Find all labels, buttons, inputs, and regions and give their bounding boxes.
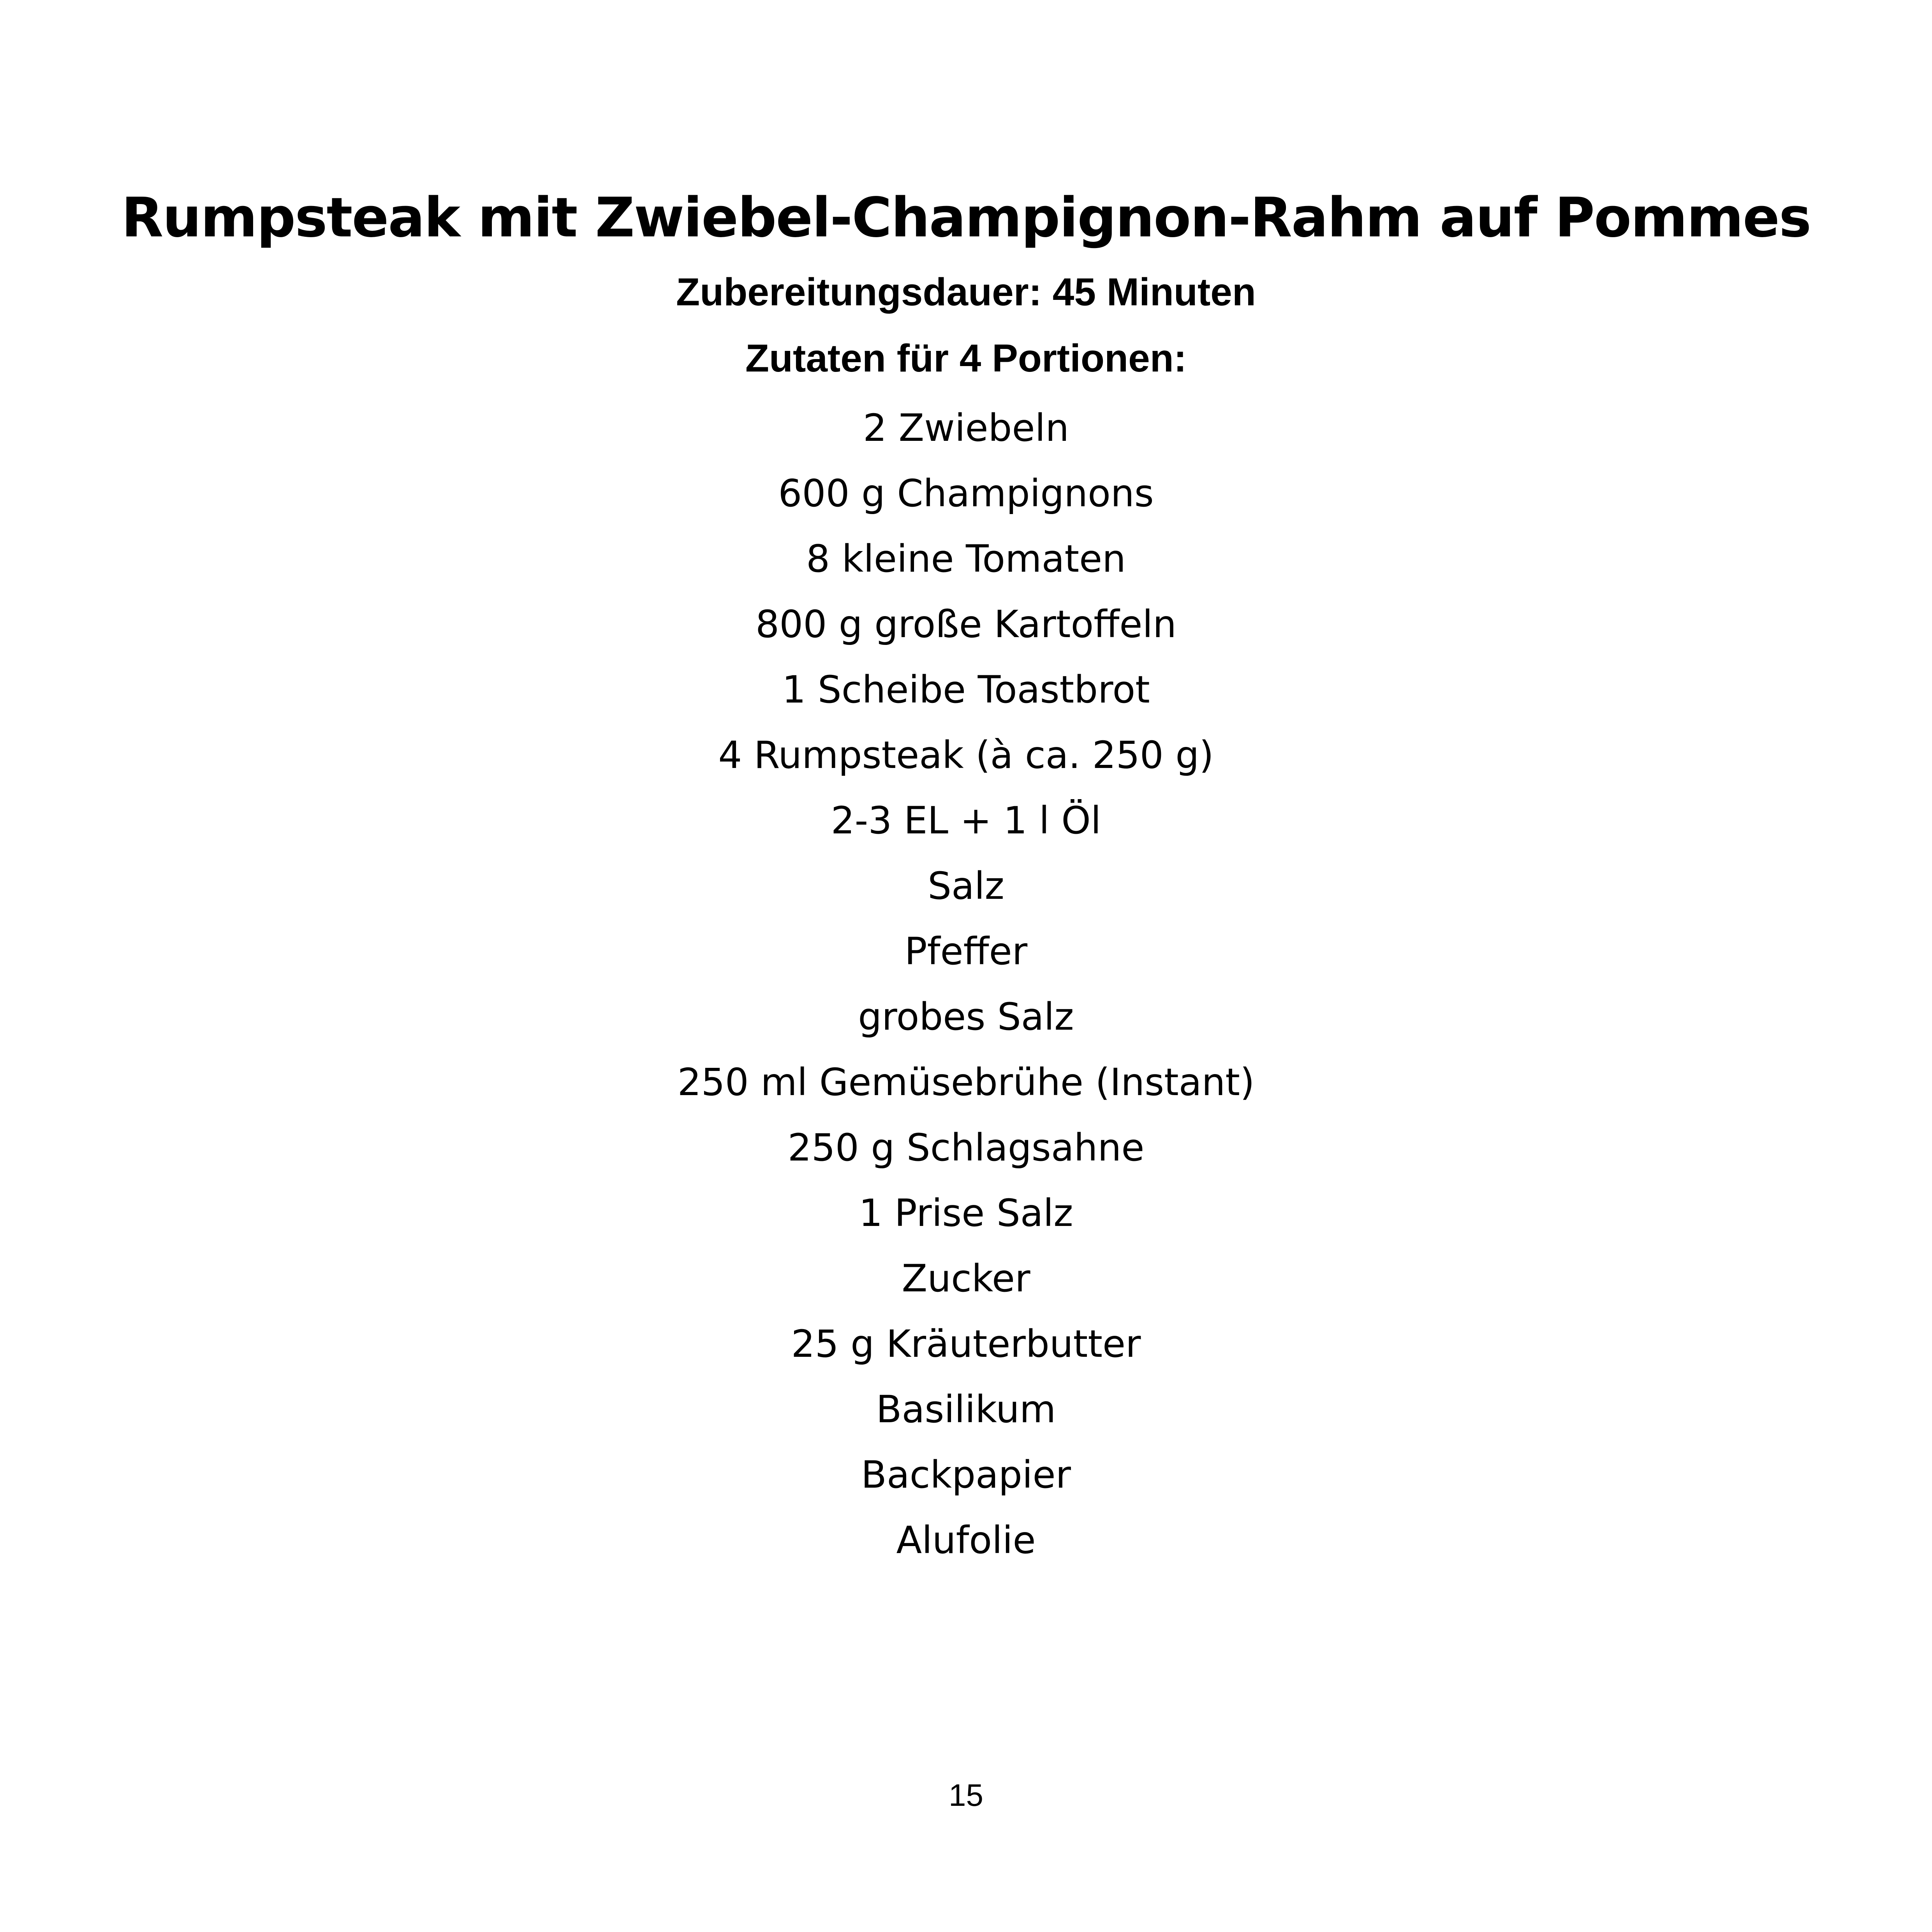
ingredient-item: Pfeffer bbox=[904, 930, 1028, 973]
ingredient-item: Salz bbox=[928, 864, 1004, 908]
ingredient-item: 4 Rumpsteak (à ca. 250 g) bbox=[718, 733, 1214, 777]
ingredient-item: Backpapier bbox=[861, 1453, 1071, 1497]
ingredient-item: 2-3 EL + 1 l Öl bbox=[831, 799, 1101, 842]
preparation-time: Zubereitungsdauer: 45 Minuten bbox=[676, 270, 1256, 314]
ingredient-list bbox=[0, 395, 1932, 1573]
recipe-title: Rumpsteak mit Zwiebel-Champignon-Rahm auf Pommes bbox=[121, 186, 1811, 250]
portions-heading: Zutaten für 4 Portionen: bbox=[745, 336, 1187, 380]
ingredient-item: 2 Zwiebeln bbox=[863, 406, 1069, 450]
ingredient-item: grobes Salz bbox=[858, 995, 1074, 1039]
ingredient-item: 25 g Kräuterbutter bbox=[791, 1322, 1141, 1366]
ingredient-item: Basilikum bbox=[876, 1388, 1056, 1431]
ingredient-item: 1 Scheibe Toastbrot bbox=[782, 668, 1150, 712]
ingredient-item: 600 g Champignons bbox=[778, 472, 1154, 515]
ingredient-item: 8 kleine Tomaten bbox=[806, 537, 1126, 581]
ingredient-item: Zucker bbox=[902, 1257, 1030, 1300]
ingredient-item: 800 g große Kartoffeln bbox=[756, 602, 1176, 646]
ingredient-item: Alufolie bbox=[896, 1518, 1036, 1562]
ingredient-item: 250 ml Gemüsebrühe (Instant) bbox=[677, 1060, 1255, 1104]
page-number: 15 bbox=[949, 1778, 983, 1812]
ingredient-item: 1 Prise Salz bbox=[859, 1191, 1073, 1235]
ingredient-item: 250 g Schlagsahne bbox=[787, 1126, 1145, 1169]
